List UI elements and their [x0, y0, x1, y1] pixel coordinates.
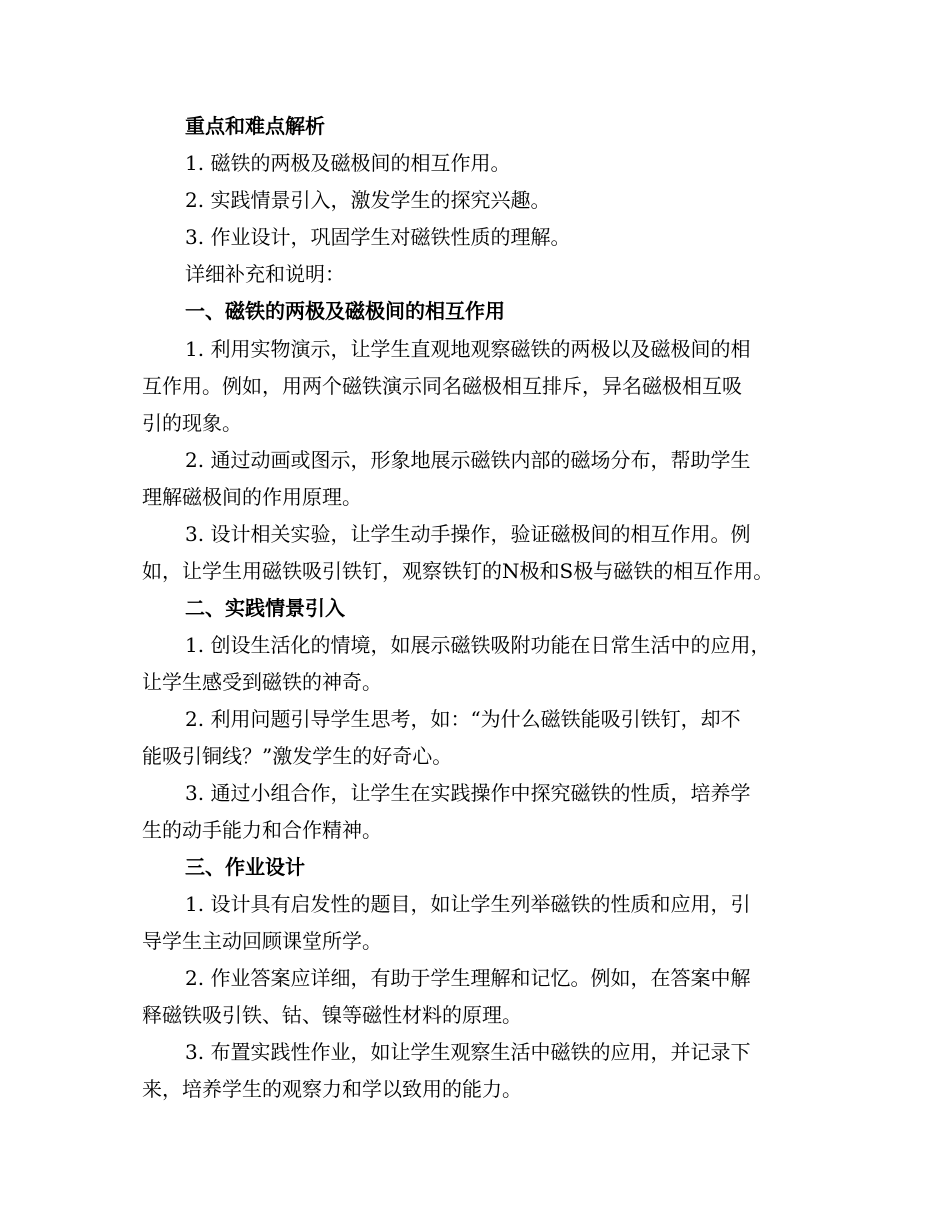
- paragraph-line: 互作用。例如，用两个磁铁演示同名磁极相互排斥，异名磁极相互吸: [142, 374, 742, 398]
- paragraph-line: 1. 利用实物演示，让学生直观地观察磁铁的两极以及磁极间的相: [185, 337, 751, 361]
- key-point-3: 3. 作业设计，巩固学生对磁铁性质的理解。: [185, 225, 571, 249]
- paragraph-line: 2. 通过动画或图示，形象地展示磁铁内部的磁场分布，帮助学生: [185, 448, 751, 472]
- paragraph-line: 生的动手能力和合作精神。: [142, 818, 382, 842]
- paragraph-line: 如，让学生用磁铁吸引铁钉，观察铁钉的N极和S极与磁铁的相互作用。: [142, 559, 774, 583]
- paragraph-line: 释磁铁吸引铁、钴、镍等磁性材料的原理。: [142, 1003, 522, 1027]
- paragraph-line: 3. 设计相关实验，让学生动手操作，验证磁极间的相互作用。例: [185, 522, 751, 546]
- paragraph-line: 理解磁极间的作用原理。: [142, 485, 362, 509]
- paragraph-line: 1. 创设生活化的情境，如展示磁铁吸附功能在日常生活中的应用，: [185, 633, 771, 657]
- paragraph-line: 1. 设计具有启发性的题目，如让学生列举磁铁的性质和应用，引: [185, 892, 751, 916]
- paragraph-line: 来，培养学生的观察力和学以致用的能力。: [142, 1077, 522, 1101]
- supplement-label: 详细补充和说明：: [185, 262, 345, 286]
- paragraph-line: 能吸引铜线？”激发学生的好奇心。: [142, 744, 453, 768]
- paragraph-line: 让学生感受到磁铁的神奇。: [142, 670, 382, 694]
- paragraph-line: 3. 通过小组合作，让学生在实践操作中探究磁铁的性质，培养学: [185, 781, 751, 805]
- paragraph-line: 2. 利用问题引导学生思考，如：“为什么磁铁能吸引铁钉，却不: [185, 707, 741, 731]
- paragraph-line: 2. 作业答案应详细，有助于学生理解和记忆。例如，在答案中解: [185, 966, 751, 990]
- paragraph-line: 引的现象。: [142, 411, 242, 435]
- section-title-key-points: 重点和难点解析: [185, 114, 325, 138]
- heading-section-2: 二、实践情景引入: [185, 596, 345, 620]
- heading-section-3: 三、作业设计: [185, 855, 305, 879]
- key-point-1: 1. 磁铁的两极及磁极间的相互作用。: [185, 151, 511, 175]
- paragraph-line: 导学生主动回顾课堂所学。: [142, 929, 382, 953]
- paragraph-line: 3. 布置实践性作业，如让学生观察生活中磁铁的应用，并记录下: [185, 1040, 751, 1064]
- key-point-2: 2. 实践情景引入，激发学生的探究兴趣。: [185, 188, 551, 212]
- heading-section-1: 一、磁铁的两极及磁极间的相互作用: [185, 299, 505, 323]
